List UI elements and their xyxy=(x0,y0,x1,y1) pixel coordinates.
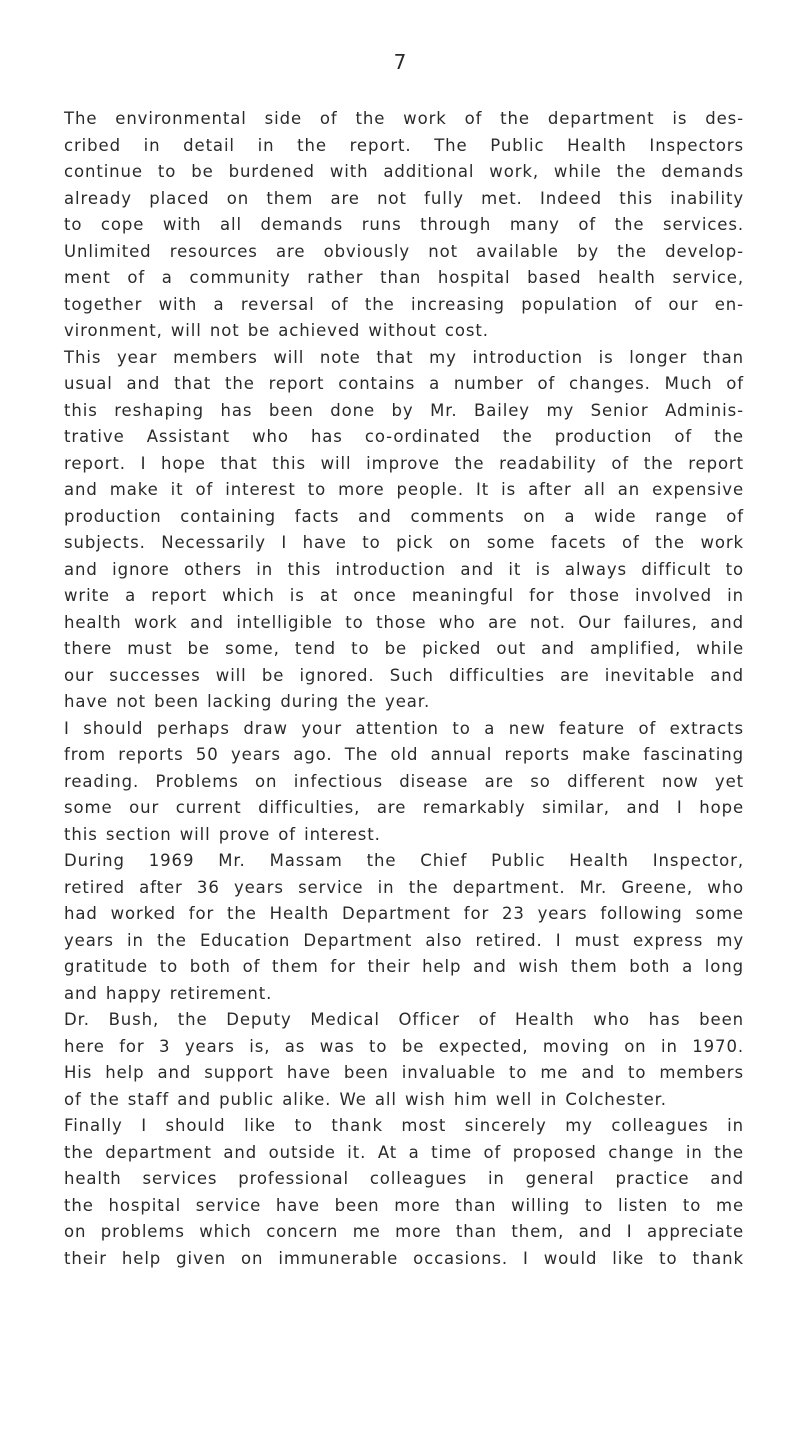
text-line: During 1969 Mr. Massam the Chief Public Health Inspector, xyxy=(64,851,744,870)
page-number: 7 xyxy=(393,50,408,74)
text-line: write a report which is at once meaningful for those involved in xyxy=(64,586,744,605)
text-line: production containing facts and comments on a wide range of xyxy=(64,506,744,526)
text-line: the department and outside it. At a time of proposed change in the xyxy=(64,1142,744,1162)
text-line: and ignore others in this introduction and it is always difficult to xyxy=(64,559,744,579)
text-line: health work and intelligible to those who are not. Our failures, and xyxy=(64,612,744,632)
text-line: usual and that the report contains a number of changes. Much of xyxy=(64,374,744,393)
text-line: The environmental side of the work of the department is des- xyxy=(64,109,744,128)
text-line: on problems which concern me more than them, and I appreciate xyxy=(64,1222,744,1241)
text-line: this reshaping has been done by Mr. Bailey my Senior Adminis- xyxy=(64,400,744,420)
document-body xyxy=(64,106,744,1272)
text-line: and happy retirement. xyxy=(64,983,273,1003)
text-line: there must be some, tend to be picked out and amplified, while xyxy=(64,639,744,658)
paragraph xyxy=(64,1007,744,1113)
text-line: the hospital service have been more than willing to listen to me xyxy=(64,1195,744,1215)
text-line: here for 3 years is, as was to be expected, moving on in 1970. xyxy=(64,1036,744,1056)
paragraph xyxy=(64,1113,744,1272)
text-line: This year members will note that my introduction is longer than xyxy=(64,347,744,367)
paragraph xyxy=(64,716,744,849)
paragraph xyxy=(64,345,744,716)
text-line: gratitude to both of them for their help and wish them both a long xyxy=(64,957,744,976)
text-line: retired after 36 years service in the department. Mr. Greene, who xyxy=(64,877,744,897)
text-line: cribed in detail in the report. The Public Health Inspectors xyxy=(64,135,744,155)
text-line: trative Assistant who has co-ordinated the production of the xyxy=(64,427,744,446)
text-line: I should perhaps draw your attention to a new feature of extracts xyxy=(64,718,744,738)
text-line: have not been lacking during the year. xyxy=(64,692,431,711)
text-line: of the staff and public alike. We all wish him well in Colchester. xyxy=(64,1089,667,1109)
paragraph xyxy=(64,106,744,345)
text-line: already placed on them are not fully met. Indeed this inability xyxy=(64,188,744,208)
text-line: our successes will be ignored. Such difficulties are inevitable and xyxy=(64,665,744,685)
text-line: report. I hope that this will improve the readability of the report xyxy=(64,453,744,473)
text-line: His help and support have been invaluable to me and to members xyxy=(64,1063,744,1082)
text-line: vironment, will not be achieved without cost. xyxy=(64,321,489,340)
text-line: and make it of interest to more people. It is after all an expensive xyxy=(64,480,744,499)
text-line: ment of a community rather than hospital based health service, xyxy=(64,268,744,287)
text-line: their help given on immunerable occasions. I would like to thank xyxy=(64,1248,744,1268)
text-line: from reports 50 years ago. The old annual reports make fascinating xyxy=(64,745,744,764)
text-line: together with a reversal of the increasing population of our en- xyxy=(64,294,744,314)
text-line: Unlimited resources are obviously not available by the develop- xyxy=(64,241,744,261)
text-line: this section will prove of interest. xyxy=(64,824,381,844)
text-line: years in the Education Department also retired. I must express my xyxy=(64,930,744,950)
text-line: some our current difficulties, are remarkably similar, and I hope xyxy=(64,798,744,817)
text-line: had worked for the Health Department for 23 years following some xyxy=(64,904,744,923)
paragraph xyxy=(64,848,744,1007)
text-line: reading. Problems on infectious disease are so different now yet xyxy=(64,771,744,791)
text-line: Finally I should like to thank most sincerely my colleagues in xyxy=(64,1116,744,1135)
text-line: Dr. Bush, the Deputy Medical Officer of Health who has been xyxy=(64,1010,744,1029)
text-line: subjects. Necessarily I have to pick on some facets of the work xyxy=(64,533,744,552)
text-line: health services professional colleagues in general practice and xyxy=(64,1169,744,1188)
text-line: continue to be burdened with additional work, while the demands xyxy=(64,162,744,181)
text-line: to cope with all demands runs through many of the services. xyxy=(64,215,744,234)
